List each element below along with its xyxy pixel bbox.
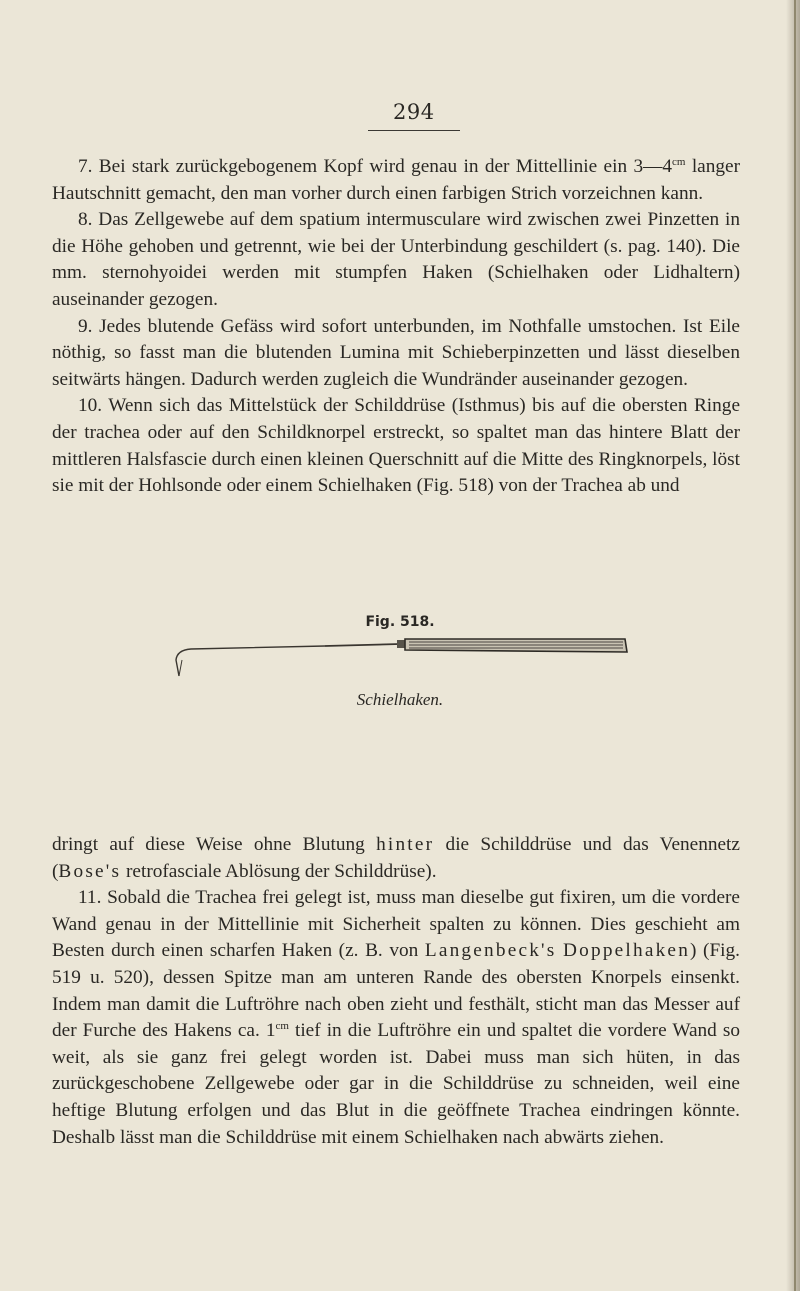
p11-text-a: 11. Sobald die Trachea frei gelegt ist, muss man dieselbe gut fixiren, um die vordere Wand genau in der Mittellinie mit Sicherheit spalten zu können. Dies geschieht am Besten durch einen scharfen Haken (z. B. von: [52, 887, 740, 962]
p11-text-d: tief in die Luftröhre ein und spaltet die vordere Wand so weit, als sie ganz frei gelegt worden ist. Dabei muss man sich hüten, in das zurückgeschobene Zellgewebe oder gar in die Schilddrüse zu schneiden, weil eine heftige Blutung erfolgen und das Blut in die geöffnete Trachea eindringen könnte. Deshalb lässt man die Schilddrüse mit einem Schielhaken nach abwärts ziehen.: [52, 1020, 740, 1148]
person-name-bose: Bose's: [58, 860, 122, 882]
schielhaken-illustration: [165, 638, 635, 684]
text-block-top: [52, 154, 740, 500]
page-number: 294: [393, 100, 435, 124]
paragraph-7-text-end: langer Hautschnitt gemacht, den man vorher durch einen farbigen Strich vorzeichnen kann.: [52, 156, 740, 204]
unit-cm: cm: [672, 156, 686, 168]
paragraph-10: 10. Wenn sich das Mittelstück der Schilddrüse (Isthmus) bis auf die obersten Ringe der trachea oder auf den Schildknorpel erstreckt, so spaltet man das hintere Blatt der mittleren Halsfascie durch einen kleinen Querschnitt auf die Mitte des Ringknorpels, löst sie mit der Hohlsonde oder einem Schielhaken (Fig. 518) von der Trachea ab und: [52, 395, 740, 497]
page-edge-line: [794, 0, 796, 1291]
p11-text-c: ) (Fig. 519 u. 520), dessen Spitze man am unteren Rande des obersten Knorpels einsenkt. Indem man damit die Luftröhre nach oben zieht und festhält, sticht man das Messer auf der Furche des Hakens ca. 1: [52, 940, 740, 1042]
header-rule: [368, 130, 460, 131]
paragraph-7-text: 7. Bei stark zurückgebogenem Kopf wird genau in der Mittellinie ein 3—4: [78, 156, 673, 177]
cont-text-3: retrofasciale Ablösung der Schilddrüse).: [121, 860, 437, 882]
unit-cm-2: cm: [275, 1020, 289, 1033]
figure-label: Schielhaken.: [356, 690, 444, 709]
paragraph-continuation: [52, 832, 740, 885]
paragraph-8: 8. Das Zellgewebe auf dem spatium intermusculare wird zwischen zwei Pinzetten in die Höhe gehoben und getrennt, wie bei der Unterbindung geschildert (s. pag. 140). Die mm. sternohyoidei werden mit stumpfen Haken (Schielhaken oder Lidhaltern) auseinander gezogen.: [52, 209, 740, 310]
paragraph-11: [52, 885, 740, 1151]
cont-text-1: dringt auf diese Weise ohne Blutung: [52, 834, 377, 855]
figure-caption: Fig. 518.: [365, 614, 435, 630]
cont-text-2: die Schilddrüse und das Venennetz (: [52, 834, 740, 882]
paragraph-9: 9. Jedes blutende Gefäss wird sofort unterbunden, im Nothfalle umstochen. Ist Eile nöthig, so fasst man die blutenden Lumina mit Schieberpinzetten und lässt dieselben seitwärts hängen. Dadurch werden zugleich die Wundränder auseinander gezogen.: [52, 315, 740, 390]
text-block-bottom: [52, 832, 740, 1151]
paragraph-7: [52, 154, 740, 207]
term-doppelhaken: Doppelhaken: [563, 940, 691, 962]
person-name-langenbeck: Langenbeck's: [424, 940, 557, 962]
page-edge-shadow: [786, 0, 800, 1291]
cont-emphasis: hinter: [376, 834, 435, 855]
